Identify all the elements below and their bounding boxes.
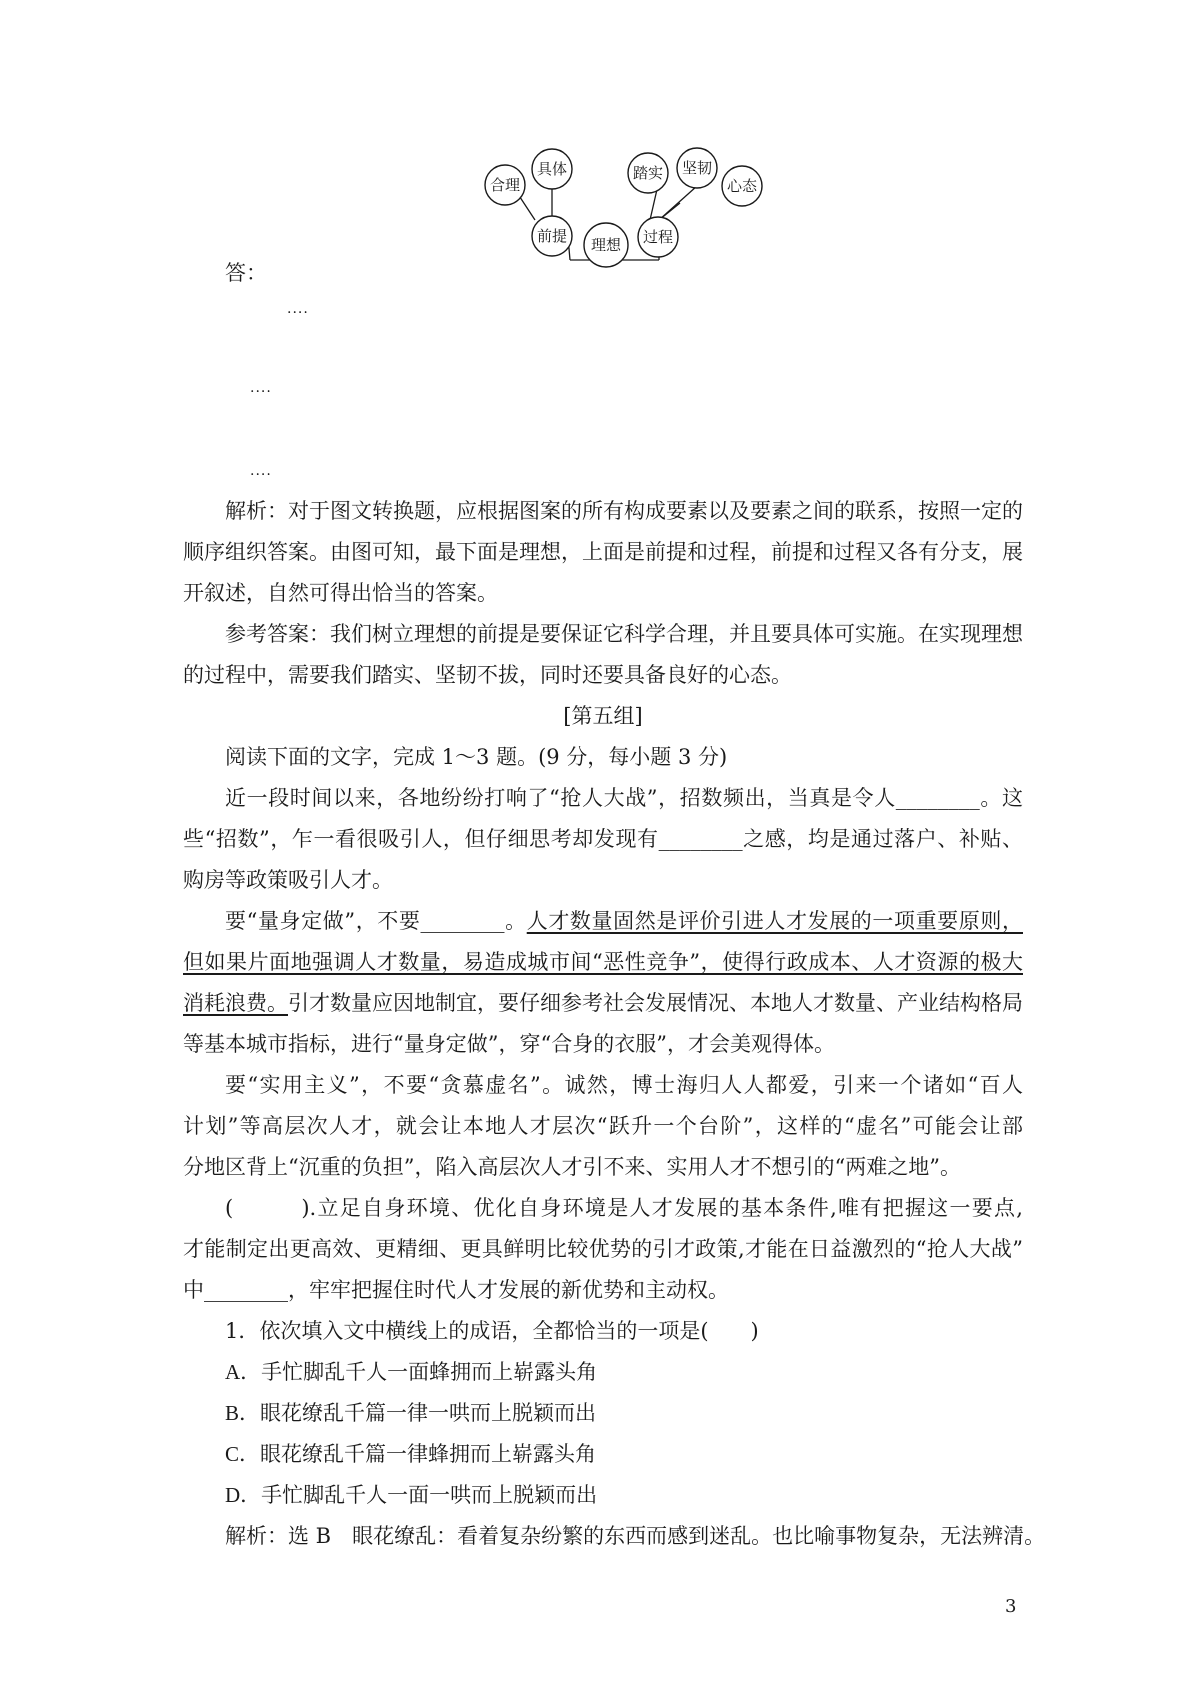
para3-line-2: 计划”等高层次人才，就会让本地人才层次“跃升一个台阶”，这样的“虚名”可能会让部 xyxy=(183,1114,1023,1138)
node-qianti-label: 前提 xyxy=(536,227,568,245)
section-title: [第五组] xyxy=(563,704,643,728)
para2-line-2 xyxy=(183,947,1023,977)
instruction: 阅读下面的文字，完成 1～3 题。(9 分，每小题 3 分) xyxy=(225,745,728,769)
para2-line-3-underlined: 消耗浪费。 xyxy=(183,991,288,1015)
answer-dots-2: .... xyxy=(250,380,272,396)
para2-line-1 xyxy=(225,906,1023,936)
node-lixiang-label: 理想 xyxy=(590,236,622,254)
page-number: 3 xyxy=(1005,1596,1017,1617)
para2-line-4: 等基本城市指标，进行“量身定做”，穿“合身的衣服”，才会美观得体。 xyxy=(183,1032,835,1056)
para2-line-3-plain: 引才数量应因地制宜，要仔细参考社会发展情况、本地人才数量、产业结构格局 xyxy=(288,991,1023,1015)
para3-line-3: 分地区背上“沉重的负担”，陷入高层次人才引不来、实用人才不想引的“两难之地”。 xyxy=(183,1155,961,1179)
para4-line-2: 才能制定出更高效、更精细、更具鲜明比较优势的引才政策,才能在日益激烈的“抢人大战” xyxy=(183,1237,1023,1261)
answer-dots-3: .... xyxy=(250,463,272,479)
answer-label: 答： xyxy=(225,261,267,285)
option-c: C．眼花缭乱千篇一律蜂拥而上崭露头角 xyxy=(225,1442,597,1466)
para1-line-3: 购房等政策吸引人才。 xyxy=(183,868,393,892)
analysis-line-1: 解析：对于图文转换题，应根据图案的所有构成要素以及要素之间的联系，按照一定的 xyxy=(225,499,1023,523)
para2-line-1-plain: 要“量身定做”，不要________。 xyxy=(225,909,527,933)
node-heli-label: 合理 xyxy=(489,176,521,194)
para4-line-1: ( ).立足自身环境、优化自身环境是人才发展的基本条件,唯有把握这一要点, xyxy=(225,1196,1023,1220)
node-juti-label: 具体 xyxy=(536,160,568,178)
question-analysis: 解析：选 B 眼花缭乱：看着复杂纷繁的东西而感到迷乱。也比喻事物复杂，无法辨清。 xyxy=(225,1524,1046,1548)
node-tashi-label: 踏实 xyxy=(632,164,664,182)
node-xintai-label: 心态 xyxy=(726,177,758,195)
para1-line-1: 近一段时间以来，各地纷纷打响了“抢人大战”，招数频出，当真是令人________。这 xyxy=(225,786,1023,810)
option-d: D．手忙脚乱千人一面一哄而上脱颖而出 xyxy=(225,1483,598,1507)
para2-line-2-underlined: 但如果片面地强调人才数量，易造成城市间“恶性竞争”，使得行政成本、人才资源的极大 xyxy=(183,950,1023,974)
para2-line-1-underlined: 人才数量固然是评价引进人才发展的一项重要原则， xyxy=(526,909,1023,933)
answer-dots-1: .... xyxy=(287,301,309,317)
node-jianren-label: 坚韧 xyxy=(681,159,713,177)
para2-line-3 xyxy=(183,988,1023,1018)
analysis-line-2: 顺序组织答案。由图可知，最下面是理想，上面是前提和过程，前提和过程又各有分支，展 xyxy=(183,540,1023,564)
option-a: A．手忙脚乱千人一面蜂拥而上崭露头角 xyxy=(225,1360,598,1384)
para1-line-2: 些“招数”，乍一看很吸引人，但仔细思考却发现有________之感，均是通过落户、补贴、 xyxy=(183,827,1023,851)
reference-line-1: 参考答案：我们树立理想的前提是要保证它科学合理，并且要具体可实施。在实现理想 xyxy=(225,622,1023,646)
option-b: B．眼花缭乱千篇一律一哄而上脱颖而出 xyxy=(225,1401,597,1425)
para3-line-1: 要“实用主义”，不要“贪慕虚名”。诚然，博士海归人人都爱，引来一个诸如“百人 xyxy=(225,1073,1023,1097)
analysis-line-3: 开叙述，自然可得出恰当的答案。 xyxy=(183,581,498,605)
node-guocheng-label: 过程 xyxy=(642,228,674,246)
concept-diagram xyxy=(470,140,770,275)
reference-line-2: 的过程中，需要我们踏实、坚韧不拔，同时还要具备良好的心态。 xyxy=(183,663,792,687)
para4-line-3: 中________，牢牢把握住时代人才发展的新优势和主动权。 xyxy=(183,1278,729,1302)
question-stem: 1．依次填入文中横线上的成语，全都恰当的一项是( ) xyxy=(225,1319,759,1343)
